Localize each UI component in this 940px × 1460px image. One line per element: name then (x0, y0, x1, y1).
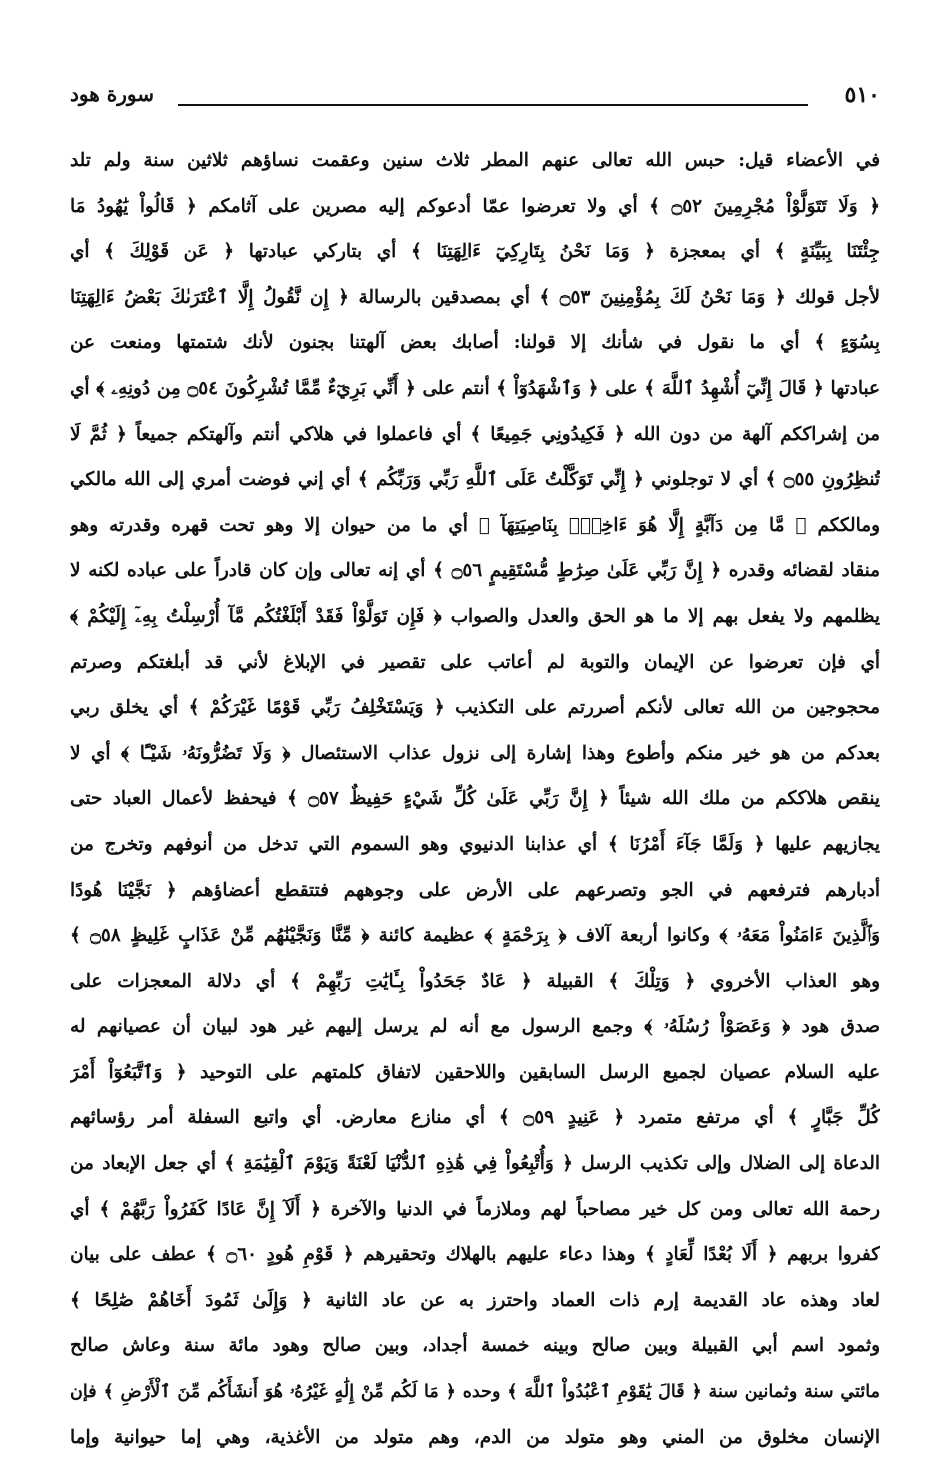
text-line: أدبارهم فترفعهم في الجو وتصرعهم على الأرض على وجوههم فتتقطع أعضاؤهم ﴿ نَجَّيْنَا هُودًا (70, 879, 880, 901)
text-line: ينقص هلاككم من ملك الله شيئاً ﴿ إِنَّ رَبِّي عَلَىٰ كُلِّ شَيْءٍ حَفِيظٌ ۝٥٧ ﴾ فيحفظ لأعمال العباد حتى (70, 788, 880, 810)
page-header (70, 82, 880, 116)
text-line: بِسُوٓءٍ ﴾ أي ما نقول في شأنك إلا قولنا: أصابك بعض آلهتنا بجنون لأنك شتمتها ومنعت عن (70, 332, 880, 354)
text-line: يظلمهم ولا يفعل بهم إلا ما هو الحق والعدل والصواب ﴿ فَإِن تَوَلَّوْاْ فَقَدْ أَبْلَغْتُكُم مَّآ أُرْسِلْتُ بِهِۦٓ إِلَيْكُمْ ﴾ (70, 605, 880, 627)
text-line: ومالككم ﴿ مَّا مِن دَآبَّةٍ إِلَّا هُوَ ءَاخِذُۢ بِنَاصِيَتِهَآ ﴾ أي ما من حيوان إلا وهو تحت قهره وقدرته وهو (70, 514, 880, 536)
text-line: في الأعضاء قيل: حبس الله تعالى عنهم المطر ثلاث سنين وعقمت نساؤهم ثلاثين سنة ولم تلد (70, 150, 880, 171)
header-rule (178, 104, 808, 106)
text-line: مائتي سنة وثمانين سنة ﴿ قَالَ يَٰقَوْمِ ٱعْبُدُواْ ٱللَّهَ ﴾ وحده ﴿ مَا لَكُم مِّنْ إِلَٰهٍ غَيْرُهُۥ هُوَ أَنشَأَكُم مِّنَ ٱلْأَرْضِ ﴾ فإن (70, 1381, 880, 1403)
text-line: الدعاة إلى الضلال وإلى تكذيب الرسل ﴿ وَأُتْبِعُواْ فِي هَٰذِهِ ٱلدُّنْيَا لَعْنَةً وَيَوْمَ ٱلْقِيَٰمَةِ ﴾ أي جعل الإبعاد من (70, 1153, 880, 1175)
text-line: تُنظِرُونِ ۝٥٥ ﴾ أي لا توجلوني ﴿ إِنِّي تَوَكَّلْتُ عَلَى ٱللَّهِ رَبِّي وَرَبِّكُم ﴾ أي إني فوضت أمري إلى الله مالكي (70, 469, 880, 491)
text-line: لأجل قولك ﴿ وَمَا نَحْنُ لَكَ بِمُؤْمِنِينَ ۝٥٣ ﴾ أي بمصدقين بالرسالة ﴿ إِن نَّقُولُ إِلَّا ٱعْتَرَىٰكَ بَعْضُ ءَالِهَتِنَا (70, 286, 880, 308)
text-line: جِئْتَنَا بِبَيِّنَةٍ ﴾ أي بمعجزة ﴿ وَمَا نَحْنُ بِتَارِكِيٓ ءَالِهَتِنَا ﴾ أي بتاركي عبادتها ﴿ عَن قَوْلِكَ ﴾ أي (70, 241, 880, 263)
text-line: محجوجين من الله تعالى لأنكم أصررتم على التكذيب ﴿ وَيَسْتَخْلِفُ رَبِّي قَوْمًا غَيْرَكُمْ ﴾ أي يخلق ربي (70, 697, 880, 719)
text-line: من إشراككم آلهة من دون الله ﴿ فَكِيدُونِي جَمِيعًا ﴾ أي فاعملوا في هلاكي أنتم وآلهتكم جميعاً ﴿ ثُمَّ لَا (70, 423, 880, 445)
text-line: صدق هود ﴿ وَعَصَوْاْ رُسُلَهُۥ ﴾ وجمع الرسول مع أنه لم يرسل إليهم غير هود لبيان أن عصيانهم له (70, 1016, 880, 1038)
text-line: عبادتها ﴿ قَالَ إِنِّيٓ أُشْهِدُ ٱللَّهَ ﴾ على ﴿ وَٱشْهَدُوٓاْ ﴾ أنتم على ﴿ أَنِّي بَرِيٓءٌ مِّمَّا تُشْرِكُونَ ۝٥٤ مِن دُونِهِۦ ﴾ أي (70, 377, 880, 399)
text-line: بعدكم من هو خير منكم وأطوع وهذا إشارة إلى نزول عذاب الاستئصال ﴿ وَلَا تَضُرُّونَهُۥ شَيْـًٔا ﴾ أي لا (70, 742, 880, 764)
text-line: وثمود اسم أبي القبيلة وبين صالح وبينه خمسة أجداد، وبين صالح وهود مائة سنة وعاش صالح (70, 1335, 880, 1357)
commentary-text (70, 138, 880, 1460)
text-line: منقاد لقضائه وقدره ﴿ إِنَّ رَبِّي عَلَىٰ صِرَٰطٍ مُّسْتَقِيمٍ ۝٥٦ ﴾ أي إنه تعالى وإن كان قادراً على عباده لكنه لا (70, 560, 880, 582)
text-line: الإنسان مخلوق من المني وهو متولد من الدم، وهم متولد من الأغذية، وهي إما حيوانية وإما (70, 1426, 880, 1448)
text-line: يجازيهم عليها ﴿ وَلَمَّا جَآءَ أَمْرُنَا ﴾ أي عذابنا الدنيوي وهو السموم التي تدخل من أنوفهم وتخرج من (70, 833, 880, 855)
text-line: عليه السلام عصيان لجميع الرسل السابقين واللاحقين لاتفاق كلمتهم على التوحيد ﴿ وَٱتَّبَعُوٓاْ أَمْرَ (70, 1061, 880, 1083)
text-line: ﴿ وَلَا تَتَوَلَّوْاْ مُجْرِمِينَ ۝٥٢ ﴾ أي ولا تعرضوا عمّا أدعوكم إليه مصرين على آثامكم ﴿ قَالُواْ يَٰهُودُ مَا (70, 195, 880, 217)
text-line: وَٱلَّذِينَ ءَامَنُواْ مَعَهُۥ ﴾ وكانوا أربعة آلاف ﴿ بِرَحْمَةٍ ﴾ عظيمة كائنة ﴿ مِّنَّا وَنَجَّيْنَٰهُم مِّنْ عَذَابٍ غَلِيظٍ ۝٥٨ ﴾ (70, 925, 880, 947)
text-line: كفروا بربهم ﴿ أَلَا بُعْدًا لِّعَادٍ ﴾ وهذا دعاء عليهم بالهلاك وتحقيرهم ﴿ قَوْمِ هُودٍ ۝٦٠ ﴾ عطف على بيان (70, 1244, 880, 1266)
text-line: رحمة الله تعالى ومن كل خير مصاحباً لهم وملازماً في الدنيا والآخرة ﴿ أَلَآ إِنَّ عَادًا كَفَرُواْ رَبَّهُمْ ﴾ أي (70, 1198, 880, 1220)
text-line: لعاد وهذه عاد القديمة إرم ذات العماد واحترز به عن عاد الثانية ﴿ وَإِلَىٰ ثَمُودَ أَخَاهُمْ صَٰلِحًا ﴾ (70, 1289, 880, 1311)
text-line: كُلِّ جَبَّارٍ ﴾ أي مرتفع متمرد ﴿ عَنِيدٍ ۝٥٩ ﴾ أي منازع معارض. أي واتبع السفلة أمر رؤسائهم (70, 1107, 880, 1129)
text-line: أي فإن تعرضوا عن الإيمان والتوبة لم أعاتب على تقصير في الإبلاغ لأني قد أبلغتكم وصرتم (70, 651, 880, 673)
text-line: وهو العذاب الأخروي ﴿ وَتِلْكَ ﴾ القبيلة ﴿ عَادٌ جَحَدُواْ بِـَٔايَٰتِ رَبِّهِمْ ﴾ أي دلالة المعجزات على (70, 970, 880, 992)
surah-name: سورة هود (70, 82, 154, 106)
page-number: ٥١٠ (844, 82, 880, 108)
